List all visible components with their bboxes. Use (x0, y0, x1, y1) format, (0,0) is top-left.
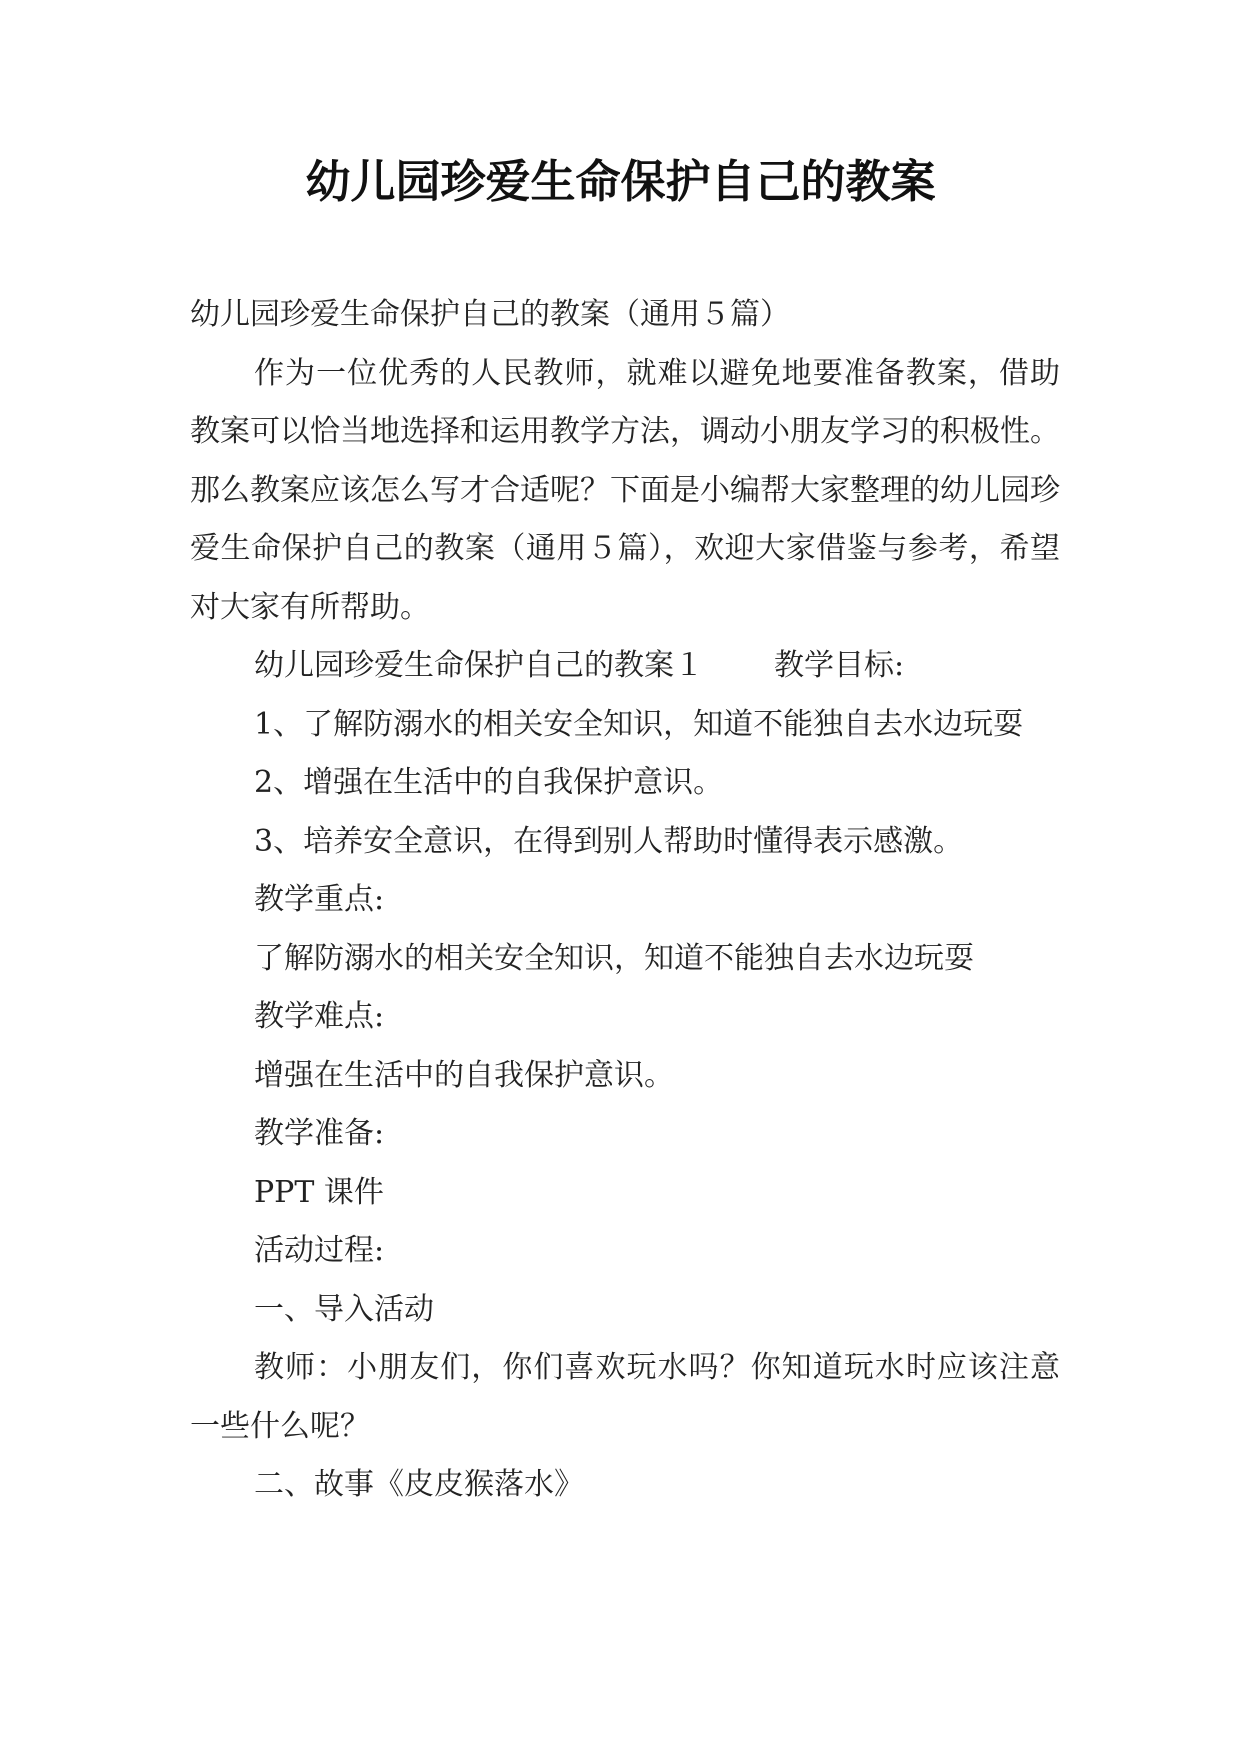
key-points-text: 了解防溺水的相关安全知识，知道不能独自去水边玩耍 (254, 940, 974, 976)
key-points-label: 教学重点: (254, 882, 385, 917)
difficulty-label: 教学难点: (254, 999, 385, 1034)
document-subtitle: 幼儿园珍爱生命保护自己的教案（通用５篇） (190, 297, 790, 332)
process-label: 活动过程: (254, 1233, 385, 1268)
goals-label: 教学目标: (774, 648, 905, 683)
step-2: 二、故事《皮皮猴落水》 (254, 1467, 584, 1502)
intro-paragraph: 作为一位优秀的人民教师，就难以避免地要准备教案，借助教案可以恰当地选择和运用教学方法，调动小朋友学习的积极性。那么教案应该怎么写才合适呢？下面是小编帮大家整理的幼儿园珍爱生命保护自己的教案（通用５篇），欢迎大家借鉴与参考，希望对大家有所帮助。 (190, 355, 1060, 625)
goal-item-2: 2、增强在生活中的自我保护意识。 (254, 765, 724, 800)
preparation-label: 教学准备: (254, 1116, 385, 1151)
step-1: 一、导入活动 (254, 1291, 434, 1327)
goal-item-1: 1、了解防溺水的相关安全知识，知道不能独自去水边玩耍 (254, 706, 1024, 742)
preparation-text: PPT 课件 (254, 1174, 384, 1210)
document-title: 幼儿园珍爱生命保护自己的教案 (305, 155, 936, 208)
section1-heading: 幼儿园珍爱生命保护自己的教案１ (254, 648, 704, 683)
document-body (190, 286, 1060, 1515)
difficulty-text: 增强在生活中的自我保护意识。 (254, 1057, 674, 1093)
teacher-question: 教师：小朋友们，你们喜欢玩水吗？你知道玩水时应该注意一些什么呢？ (190, 1350, 1060, 1444)
goal-item-3: 3、培养安全意识，在得到别人帮助时懂得表示感激。 (254, 823, 964, 859)
section1-heading-line (190, 637, 1060, 696)
